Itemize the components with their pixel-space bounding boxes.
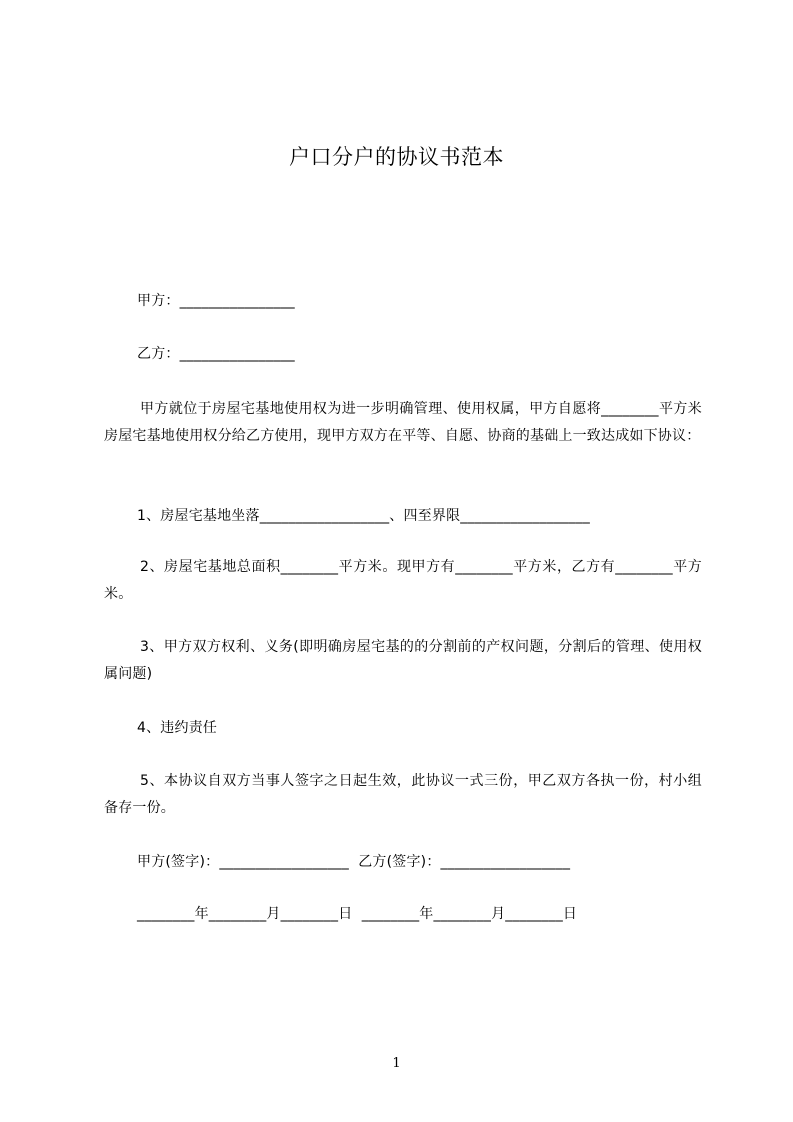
page-number: 1 <box>392 1056 401 1071</box>
clause-2-area: 2、房屋宅基地总面积________平方米。现甲方有________平方米，乙方有________平方米。 <box>104 559 702 602</box>
clause-1-location: 1、房屋宅基地坐落__________________、四至界限__________________ <box>137 508 590 524</box>
clause-5-effect: 5、本协议自双方当事人签字之日起生效，此协议一式三份，甲乙双方各执一份，村小组备存一份。 <box>104 773 702 816</box>
party-a-line: 甲方：________________ <box>137 293 295 309</box>
intro-paragraph: 甲方就位于房屋宅基地使用权为进一步明确管理、使用权属，甲方自愿将________平方米房屋宅基地使用权分给乙方使用，现甲方双方在平等、自愿、协商的基础上一致达成如下协议： <box>104 401 702 444</box>
clause-3-rights: 3、甲方双方权利、义务(即明确房屋宅基的的分割前的产权问题，分割后的管理、使用权属问题) <box>104 639 702 682</box>
clause-4-liability: 4、违约责任 <box>137 720 218 736</box>
document-title: 户口分户的协议书范本 <box>289 145 504 169</box>
party-b-line: 乙方：________________ <box>137 346 295 362</box>
signature-line: 甲方(签字)：__________________ 乙方(签字)：__________________ <box>137 854 571 870</box>
date-line: ________年________月________日 ________年________月________日 <box>137 906 578 922</box>
